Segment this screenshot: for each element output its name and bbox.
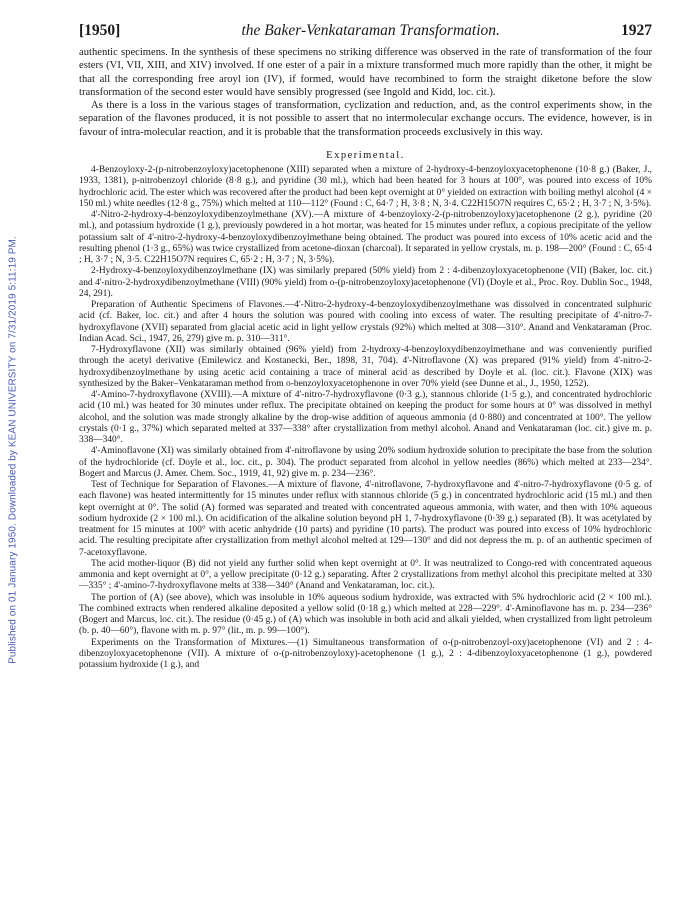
experimental-paragraph: 4'-Nitro-2-hydroxy-4-benzoyloxydibenzoylmethane (XV).—A mixture of 4-benzoyloxy-2-(p-nitrobenzoyloxy)acetophenone (2 g.), pyridine (20 ml.), and potassium hydroxide (1 g.), previously powdered in a hot mortar, was heated for 15 minutes under reflux, a copious precipitate of the yellow potassium salt of 4'-nitro-2-hydroxy-4-benzoyloxydibenzoylmethane being obtained. The product was poured into excess of 10% acetic acid and the resulting phenol (1·3 g., 65%) was twice crystallized from acetone-dioxan (charcoal). It separated in yellow crystals, m. p. 198—200° (Found : C, 65·4 ; H, 3·7 ; N, 3·5. C22H15O7N requires C, 65·2 ; H, 3·7 ; N, 3·5%). bbox=[79, 210, 652, 266]
experimental-paragraph: The portion of (A) (see above), which was insoluble in 10% aqueous sodium hydroxide, was extracted with 5% hydrochloric acid (2 × 100 ml.). The combined extracts when rendered alkaline deposited a yellow solid (0·18 g.) which melted at 228—229°. 4'-Aminoflavone has m. p. 234—236° (Bogert and Marcus, loc. cit.). The residue (0·45 g.) of (A) which was insoluble in both acid and alkali yielded, when crystallized from light petroleum (b. p. 40—60°), flavone with m. p. 97° (lit., m. p. 99—100°). bbox=[79, 592, 652, 637]
header-year: [1950] bbox=[79, 22, 121, 39]
journal-page bbox=[79, 22, 652, 671]
experimental-paragraph: Preparation of Authentic Specimens of Flavones.—4'-Nitro-2-hydroxy-4-benzoyloxydibenzoylmethane was dissolved in concentrated sulphuric acid (cf. Baker, loc. cit.) and after 4 hours the solution was poured with cooling into excess of water. The resulting precipitate of 4'-nitro-7-hydroxyflavone (XVII) separated from glacial acetic acid in light yellow crystals (92%) which melted at 308—310°. Anand and Venkataraman (Proc. Indian Acad. Sci., 1947, 26, 279) give m. p. 310—311°. bbox=[79, 300, 652, 344]
experimental-paragraph: Test of Technique for Separation of Flavones.—A mixture of flavone, 4'-nitroflavone, 7-hydroxyflavone and 4'-nitro-7-hydroxyflavone (0·5 g. of each flavone) was heated intermittently for 15 minutes under reflux with stannous chloride (5 g.) in concentrated hydrochloric acid (15 ml.) and then kept overnight at 0°. The solid (A) formed was separated and treated with concentrated aqueous ammonia, with water, and then with 10% aqueous sodium hydroxide (2 × 100 ml.). On acidification of the alkaline solution beyond pH 1, 7-hydroxyflavone (0·39 g.) separated (B). It was acetylated by treatment for 15 minutes at 100° with acetic anhydride (10 parts) and pyridine (10 parts). The product was poured into excess of 10% hydrochloric acid. The resulting precipitate after crystallization from methyl alcohol melted at 129—130° and did not depress the m. p. of an authentic specimen of 7-acetoxyflavone. bbox=[79, 480, 652, 558]
experimental-paragraph: The acid mother-liquor (B) did not yield any further solid when kept overnight at 0°. It was neutralized to Congo-red with concentrated aqueous ammonia and kept overnight at 0°, a yellow precipitate (0·12 g.) separating. After 2 crystallizations from methyl alcohol this precipitate melted at 330—335° ; 4'-amino-7-hydroxyflavone melts at 338—340° (Anand and Venkataraman, loc. cit.). bbox=[79, 558, 652, 592]
experimental-paragraph: 7-Hydroxyflavone (XII) was similarly obtained (96% yield) from 2-hydroxy-4-benzoyloxydibenzoylmethane and was conveniently purified through the acetyl derivative (Emilewicz and Kostanecki, Ber., 1898, 31, 704). 4'-Nitroflavone (X) was prepared (91% yield) from 4'-nitro-2-hydroxydibenzoylmethane by using acetic acid containing a trace of mineral acid as described by Doyle et al. (loc. cit.). Flavone (XIX) was synthesized by the Baker–Venkataraman method from o-benzoyloxyacetophenone in over 70% yield (see Dunne et al., J., 1950, 1252). bbox=[79, 345, 652, 389]
header-title: the Baker-Venkataraman Transformation. bbox=[241, 22, 500, 39]
experimental-paragraph: 4'-Aminoflavone (XI) was similarly obtained from 4'-nitroflavone by using 20% sodium hydroxide solution to precipitate the base from the solution of the hydrochloride (cf. Doyle et al., loc. cit., p. 304). The product separated from alcohol in yellow needles (86%) which melted at 233—234°. Bogert and Marcus (J. Amer. Chem. Soc., 1919, 41, 92) give m. p. 234—236°. bbox=[79, 446, 652, 479]
intro-paragraph: As there is a loss in the various stages of transformation, cyclization and reduction, and, as the control experiments show, in the separation of the flavones produced, it is not possible to assert that no intermolecular exchange occurs. The evidence, however, is in favour of intra-molecular reaction, and it is probable that the transformation proceeds exclusively in this way. bbox=[79, 100, 652, 138]
section-title: Experimental. bbox=[326, 150, 405, 162]
intro-paragraph: authentic specimens. In the synthesis of these specimens no striking difference was observed in the rate of transformation of the four esters (VI, VII, XIII, and XIV) involved. If one ester of a pair in a mixture transformed much more rapidly than the other, it might be that all the corresponding free aroyl ion (IV), if formed, would have recombined to form the straight diketone before the slow transformation of the second ester would have sensibly progressed (see Ingold and Kidd, loc. cit.). bbox=[79, 47, 652, 98]
experimental-section bbox=[79, 165, 652, 671]
experimental-paragraph: Experiments on the Transformation of Mixtures.—(1) Simultaneous transformation of o-(p-nitrobenzoyl-oxy)acetophenone (VI) and 2 : 4-dibenzoyloxyacetophenone (VII). A mixture of o-(p-nitrobenzoyloxy)-acetophenone (1 g.), 2 : 4-dibenzoyloxyacetophenone (1 g.), powdered potassium hydroxide (1 g.), and bbox=[79, 637, 652, 671]
experimental-paragraph: 4'-Amino-7-hydroxyflavone (XVIII).—A mixture of 4'-nitro-7-hydroxyflavone (0·3 g.), stannous chloride (1·5 g.), and concentrated hydrochloric acid (10 ml.) was heated for 30 minutes under reflux. The precipitate obtained on keeping the product for some hours at 0° was dissolved in methyl alcohol, and the solution was made strongly alkaline by the drop-wise addition of aqueous ammonia (d 0·880) and concentrated at 100°. The yellow crystals (0·1 g., 37%) which separated melted at 337—338° after crystallization from methyl alcohol. Anand and Venkataraman (loc. cit.) give m. p. 338—340°. bbox=[79, 390, 652, 446]
running-header bbox=[79, 22, 652, 46]
download-watermark bbox=[0, 0, 20, 912]
header-page-number: 1927 bbox=[620, 22, 652, 39]
experimental-paragraph: 4-Benzoyloxy-2-(p-nitrobenzoyloxy)acetophenone (XIII) separated when a mixture of 2-hydroxy-4-benzoyloxyacetophenone (10·8 g.) (Baker, J., 1933, 1381), p-nitrobenzoyl chloride (8·8 g.), and pyridine (30 ml.), which had been heated for 3 hours at 100°, was poured into excess of 10% hydrochloric acid. The ester which was recovered after the product had been kept overnight at 0° yielded on extraction with boiling methyl alcohol (4 × 150 ml.) white needles (12·8 g., 75%) which melted at 110—112° (Found : C, 64·7 ; H, 3·8 ; N, 3·4. C22H15O7N requires C, 65·2 ; H, 3·7 ; N, 3·5%). bbox=[79, 165, 652, 209]
download-watermark-text: Published on 01 January 1950. Downloaded by KEAN UNIVERSITY on 7/31/2019 5:11:19 PM. bbox=[7, 236, 19, 664]
experimental-paragraph: 2-Hydroxy-4-benzoyloxydibenzoylmethane (IX) was similarly prepared (50% yield) from 2 : 4-dibenzoyloxyacetophenone (VII) (Baker, loc. cit.) and 4'-nitro-2-hydroxydibenzoylmethane (VIII) (90% yield) from o-(p-nitrobenzoyloxy)acetophenone (VI) (Doyle et al., Proc. Roy. Dublin Soc., 1948, 24, 291). bbox=[79, 266, 652, 299]
intro-discussion bbox=[79, 46, 652, 139]
